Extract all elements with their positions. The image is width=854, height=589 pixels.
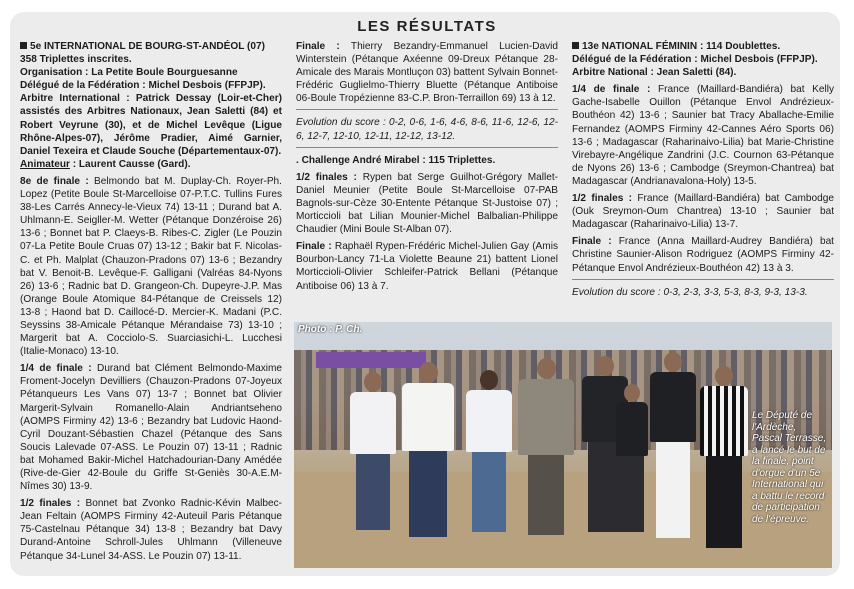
international-header: 5e INTERNATIONAL DE BOURG-ST-ANDÉOL (07) [30,41,265,52]
person [698,366,750,552]
feminin-finale-block [572,235,834,274]
evolution-score: Evolution du score : 0-2, 0-6, 1-6, 4-6, 8-6, 11-6, 12-6, 12-6, 12-7, 12-10, 12-11, 12-12, 13-12. [296,117,558,142]
person [648,352,698,542]
demis-text: Bonnet bat Zvonko Radnic-Kévin Malbec-Jean Feltain (AOMPS Firminy 42-Auteuil Paris Pétanque 75-Castelnau Pétanque 34) 13-8 ; Bezandry bat Davy Durand-Antoine Schroll-Jules Uhlmann (Villeneuve Pétanque 34-Lunel 34-ASS. Le Pouzin 07) 13-11. [20,498,282,562]
international-block [20,40,282,171]
person [464,370,514,536]
bullet-square-icon [572,42,579,49]
demis-block [20,497,282,562]
feminin-quarts-label: 1/4 de finale : [572,84,651,96]
organisation: Organisation : La Petite Boule Bourguesanne [20,67,238,79]
challenge-demis-label: 1/2 finales : [296,171,357,183]
column-international [20,40,282,567]
finale-text: Thierry Bezandry-Emmanuel Lucien-David Winterstein (Pétanque Axéenne 09-Dreux Pétanque 28-Amicale des Marais Montluçon 03) battent Sylvain Bonnet-Frédéric Guglielmo-Thierry Bluette (Pétanque Antiboise 06-Boule Tropézienne 83-C.P. Bron-Terraillon 69) 13 à 12. [296,41,559,105]
column-finale-challenge [296,40,558,297]
challenge-finale-block [296,240,558,292]
page-title: LES RÉSULTATS [357,18,497,35]
bullet-square-icon [20,42,27,49]
quarts-block [20,362,282,493]
challenge-finale-label: Finale : [296,241,332,253]
feminin-demis-text: France (Maillard-Bandiéra) bat Cambodge (Ouk Sreymon-Oum Chantrea) 13-10 ; Saunier bat Madagascar (Raharinaivo-Lilia) 13-7. [572,193,834,231]
animateur: : Laurent Causse (Gard). [69,158,191,170]
inscriptions: 358 Triplettes inscrites. [20,54,132,66]
delegue: Délégué de la Fédération : Michel Desbois (FFPJP). [20,80,266,92]
person [400,362,456,542]
huitiemes-text: Belmondo bat M. Duplay-Ch. Royer-Ph. Lopez (Petite Boule St-Marcelloise 07-P.T.C. Tullins Fures 38-Les Carrés Annecy-le-Vieux 74) 13-11 ; Durand bat A. Uhlmann-E. Seigller-M. Wetter (Pétanque Donzéroise 26) 13-6 ; Bonnet bat P. Claeys-B. Ribes-C. Zigler (Le Pouzin 07-La Petite Boule Cruas 07) 13-12 ; Bakir bat F. Nicolas-C. et Ph. Malplat (Chauzon-Pradons 07) 13-6 ; Bezandry bat V. Benoit-B. Levêque-F. Galligani (Valréas 84-Nyons 26) 13-6 ; Radnic bat D. Grangeon-Ch. Dupeyre-J.P. Mas (Orange Boule Atomique 84-Pétanque de Creissels 12) 13-8 ; Haond bat D. Caillocé-D. Mercier-K. Madani (P.C. Seyssins 38-Amicale Pétanque Mérandaise 73) 13-10 ; Margerit bat A. Cocciolo-S. Suarciasichi-L. Lucchesi (Italie-Monaco) 13-10. [20,175,282,358]
feminin-delegue: Délégué de la Fédération : Michel Desbois (FFPJP). [572,54,818,66]
finale-label: Finale : [296,41,340,52]
feminin-finale-label: Finale : [572,236,612,248]
feminin-quarts-text: France (Maillard-Bandiéra) bat Kelly Gache-Isabelle Ouillon (Pétanque Envol Andrézieux-Bouthéon 42) 13-6 ; Saunier bat Tracy Aballache-Emilie Fernandez (AOMPS Firminy 42-Cannes Aéro Sports 06) 13-6 ; Madagascar (Raharinaivo-Lilia) bat Marie-Christine Virebayre-Angélique Zandrini (J.C. Cournon 63-Pétanque de Nyons 26) 13-6 ; Cambodge (Sreymon-Chantrea) bat Madagascar (Andrianavalona-Holy) 13-5. [572,84,835,187]
feminin-demis-block [572,192,834,231]
quarts-text: Durand bat Clément Belmondo-Maxime Froment-Jocelyn Devilliers (Chauzon-Pradons 07-Joyeux Pétanqueurs Les Vans 07) 13-7 ; Bonnet bat Olivier Margerit-Sylvain Romanello-Alain Andriantseheno (AOMPS Firminy 42) 13-6 ; Bezandry bat Ludovic Haond-Cyril Douzant-Sébastien Chazel (Pétanque des Sans Soucis Lalevade 07-ASS. Le Pouzin 07) 13-11 ; Radnic bat Mohamed Bakir-Michel Hatchadourian-Dany Amédée (Rive-de-Gier 42-Boule du Griffe St-Geniès 30-A.E.M-Nîmes 30) 13-9. [20,363,283,493]
photo-caption: Le Député de l'Ardèche, Pascal Terrasse, a lancé le but de la finale, point d'orgue d'un 5e International qui a battu le record de participation de l'épreuve. [752,410,827,525]
demis-label: 1/2 finales : [20,498,81,510]
huitiemes-block [20,175,282,358]
divider [296,109,558,110]
huitiemes-label: 8e de finale : [20,175,89,187]
person [614,384,650,534]
feminin-arbitre: Arbitre National : Jean Saletti (84). [572,67,737,79]
challenge-demis-text: Rypen bat Serge Guilhot-Grégory Mallet-Daniel Meunier (Petite Boule St-Marcelloise 07-PAB Bagnols-sur-Cèze 30-Entente Pétanque St-Justoise 07) ; Morticcioli bat Lilian Mounier-Michel Balbalian-Philippe Chaudier (Mini Boule St-Alban 07). [296,171,558,236]
finale-block [296,40,558,105]
feminin-demis-label: 1/2 finales : [572,193,633,205]
animateur-label: Animateur [20,158,70,170]
feminin-block [572,40,834,79]
quarts-label: 1/4 de finale : [20,363,92,375]
arbitres: Arbitre International : Patrick Dessay (Loir-et-Cher) assistés des Arbitres Nationaux, Jean Saletti (84) et Robert Veyrune (30), et de Michel Levêque (Ligue Rhône-Alpes-07), Jérôme Pradier, Aimé Garnier, Daniel Texeira et Claude Souche (Départementaux-07). [20,93,282,157]
person [348,372,398,532]
photo-credit: Photo : P. Ch. [298,324,363,335]
challenge-finale-text: Raphaël Rypen-Frédéric Michel-Julien Gay (Amis Bourbon-Lancy 71-La Violette Beaune 21) battent Lionel Morticcioli-Olivier Schleifer-Patrick Bellani (Pétanque Antiboise 06) 13 à 7. [296,241,558,292]
feminin-finale-text: France (Anna Maillard-Audrey Bandiéra) bat Christine Saunier-Alison Rodriguez (AOMPS Firminy 42-Pétanque Envol Andrézieux-Bouthéon 42) 13 à 3. [572,236,834,274]
challenge-demis-block [296,171,558,236]
feminin-quarts-block [572,83,834,188]
column-feminin [572,40,834,303]
feminin-evolution-score: Evolution du score : 0-3, 2-3, 3-3, 5-3, 8-3, 9-3, 13-3. [572,286,808,298]
feminin-header: 13e NATIONAL FÉMININ : 114 Doublettes. [582,41,781,52]
divider [296,147,558,148]
person [518,358,574,538]
challenge-header: . Challenge André Mirabel : 115 Triplettes. [296,154,496,166]
divider [572,279,834,280]
